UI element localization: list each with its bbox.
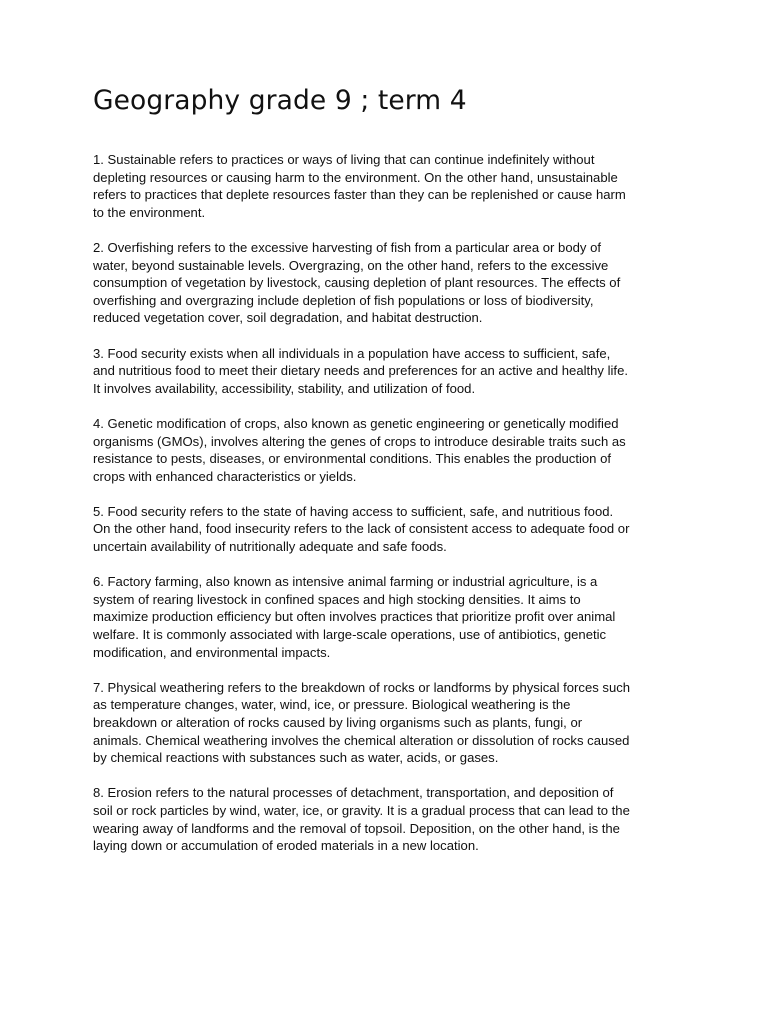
paragraph-line: 1. Sustainable refers to practices or ways of living that can continue indefinitely without: [93, 152, 595, 167]
paragraph-2: [93, 239, 683, 327]
paragraph-1: [93, 151, 683, 221]
paragraph-line: 2. Overfishing refers to the excessive harvesting of fish from a particular area or body of: [93, 239, 601, 255]
document-body: [93, 151, 683, 872]
paragraph-line: reduced vegetation cover, soil degradation, and habitat destruction.: [93, 310, 483, 326]
paragraph-line: organisms (GMOs), involves altering the genes of crops to introduce desirable traits such as: [93, 433, 626, 449]
paragraph-line: to the environment.: [93, 204, 206, 220]
paragraph-line: On the other hand, food insecurity refers to the lack of consistent access to adequate food or: [93, 521, 630, 537]
document-title: Geography grade 9 ; term 4: [93, 85, 467, 116]
paragraph-line: refers to practices that deplete resources faster than they can be replenished or cause harm: [93, 187, 626, 203]
paragraph-line: wearing away of landforms and the removal of topsoil. Deposition, on the other hand, is the: [93, 820, 620, 836]
paragraph-4: [93, 415, 683, 485]
paragraph-line: soil or rock particles by wind, water, ice, or gravity. It is a gradual process that can lead to the: [93, 802, 630, 818]
paragraph-line: water, beyond sustainable levels. Overgrazing, on the other hand, refers to the excessive: [93, 257, 609, 273]
paragraph-line: maximize production efficiency but often involves practices that prioritize profit over animal: [93, 609, 616, 625]
paragraph-line: overfishing and overgrazing include depletion of fish populations or loss of biodiversity,: [93, 292, 594, 308]
paragraph-line: 6. Factory farming, also known as intensive animal farming or industrial agriculture, is a: [93, 574, 598, 590]
paragraph-line: 5. Food security refers to the state of having access to sufficient, safe, and nutritious food.: [93, 503, 614, 519]
paragraph-line: animals. Chemical weathering involves the chemical alteration or dissolution of rocks caused: [93, 732, 630, 748]
paragraph-line: welfare. It is commonly associated with large-scale operations, use of antibiotics, genetic: [93, 627, 607, 643]
paragraph-6: [93, 573, 683, 661]
paragraph-3: [93, 345, 683, 398]
paragraph-line: 8. Erosion refers to the natural processes of detachment, transportation, and deposition of: [93, 785, 614, 801]
paragraph-line: resistance to pests, diseases, or environmental conditions. This enables the production of: [93, 451, 611, 467]
paragraph-line: 7. Physical weathering refers to the breakdown of rocks or landforms by physical forces such: [93, 679, 631, 695]
paragraph-line: and nutritious food to meet their dietary needs and preferences for an active and healthy life.: [93, 363, 628, 379]
paragraph-7: [93, 679, 683, 767]
paragraph-line: crops with enhanced characteristics or yields.: [93, 468, 357, 484]
paragraph-line: system of rearing livestock in confined spaces and high stocking densities. It aims to: [93, 591, 581, 607]
paragraph-line: consumption of vegetation by livestock, causing depletion of plant resources. The effects of: [93, 275, 621, 291]
paragraph-5: [93, 503, 683, 556]
paragraph-line: 3. Food security exists when all individuals in a population have access to sufficient, safe,: [93, 345, 611, 361]
paragraph-line: by chemical reactions with substances such as water, acids, or gases.: [93, 750, 499, 766]
paragraph-8: [93, 784, 683, 854]
paragraph-line: uncertain availability of nutritionally adequate and safe foods.: [93, 539, 447, 555]
paragraph-line: as temperature changes, water, wind, ice, or pressure. Biological weathering is the: [93, 697, 571, 713]
paragraph-line: modification, and environmental impacts.: [93, 644, 331, 660]
paragraph-line: laying down or accumulation of eroded materials in a new location.: [93, 838, 479, 854]
paragraph-line: depleting resources or causing harm to the environment. On the other hand, unsustainable: [93, 169, 618, 185]
paragraph-line: 4. Genetic modification of crops, also known as genetic engineering or genetically modified: [93, 415, 619, 431]
paragraph-line: breakdown or alteration of rocks caused by living organisms such as plants, fungi, or: [93, 715, 583, 730]
paragraph-line: It involves availability, accessibility, stability, and utilization of food.: [93, 380, 476, 396]
